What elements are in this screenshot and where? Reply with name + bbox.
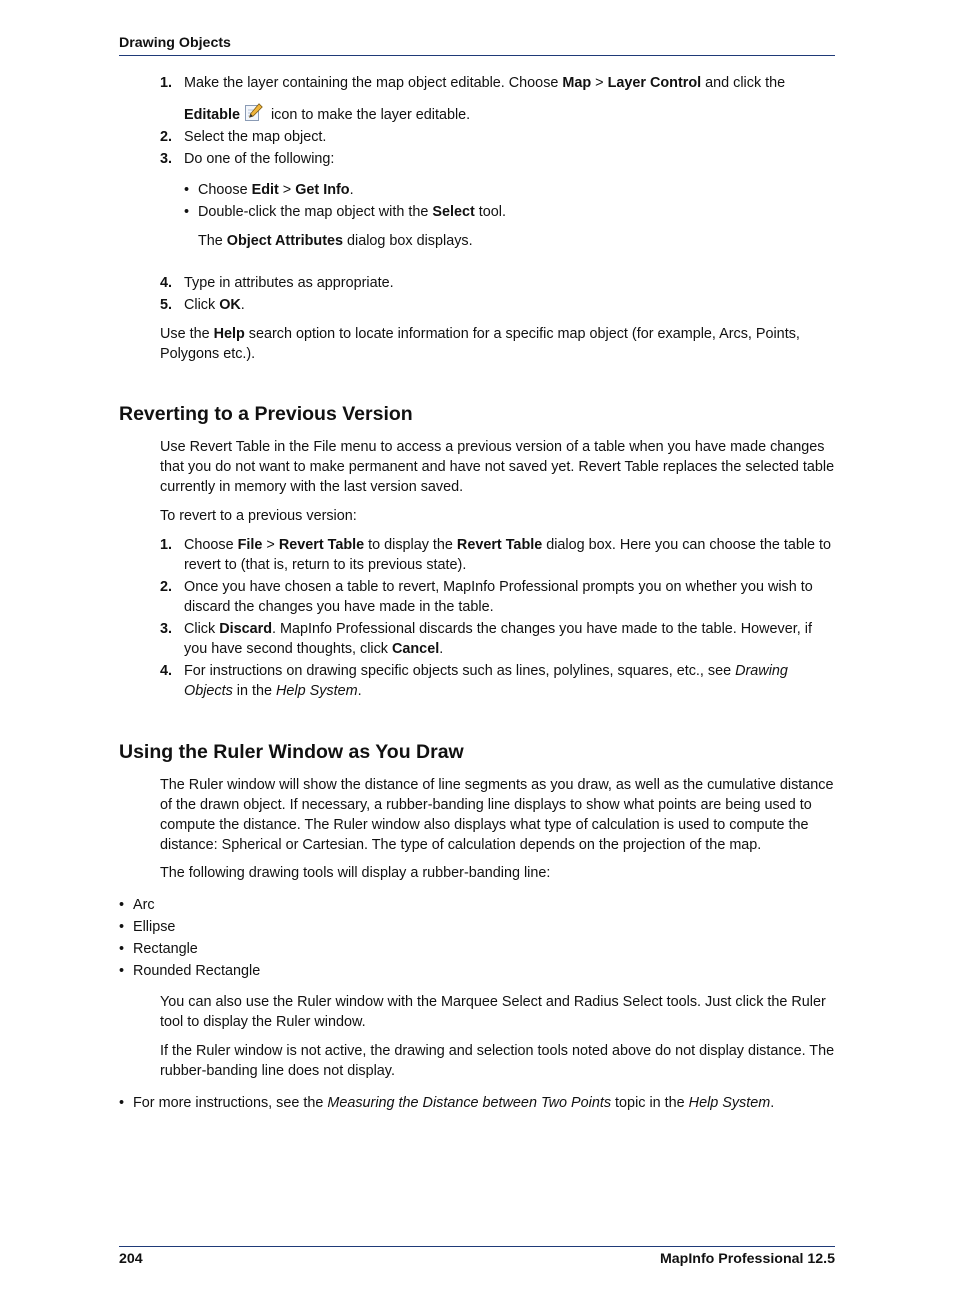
step-3: 3. Click Discard. MapInfo Professional discards the changes you have made to the table. However, if you have second thoughts, click Cancel. — [160, 621, 812, 657]
revert-para-1: Use Revert Table in the File menu to access a previous version of a table when you have made changes that you do not want to make permanent and have not saved yet. Revert Table replaces the selected table currently in memory with the last version saved. — [160, 439, 835, 495]
ruler-para-2: The following drawing tools will display a rubber-banding line: — [160, 865, 551, 881]
running-header — [119, 34, 835, 56]
running-footer — [119, 1246, 835, 1268]
step-3-options — [184, 180, 835, 222]
revert-steps — [119, 535, 835, 701]
step-1: 1. Make the layer containing the map object editable. Choose Map > Layer Control and click the Editable icon to make the layer editable. — [160, 75, 786, 123]
intro-steps — [119, 73, 835, 315]
help-note: Use the Help search option to locate information for a specific map object (for example, Arcs, Points, Polygons etc.). — [160, 326, 800, 362]
list-item: • For more instructions, see the Measuring the Distance between Two Points topic in the Help System. — [119, 1095, 775, 1111]
section-heading-ruler: Using the Ruler Window as You Draw — [119, 741, 464, 763]
list-item: • Choose Edit > Get Info. — [184, 182, 354, 198]
step-2: 2. Once you have chosen a table to revert, MapInfo Professional prompts you on whether you wish to discard the changes you have made in the table. — [160, 579, 813, 615]
more-info-list — [119, 1093, 835, 1113]
header-title: Drawing Objects — [119, 35, 231, 51]
ruler-para-3: You can also use the Ruler window with the Marquee Select and Radius Select tools. Just click the Ruler tool to display the Ruler window. — [160, 994, 826, 1030]
menu-layer-control: Layer Control — [607, 75, 702, 91]
page-number: 204 — [119, 1251, 143, 1267]
menu-map: Map — [562, 75, 592, 91]
drawing-tools-list — [119, 895, 835, 981]
step-1: 1. Choose File > Revert Table to display the Revert Table dialog box. Here you can choose the table to revert to (that is, return to its previous state). — [160, 537, 832, 573]
ruler-para-4: If the Ruler window is not active, the drawing and selection tools noted above do not display distance. The rubber-banding line does not display. — [160, 1043, 835, 1079]
step-2: 2. Select the map object. — [160, 129, 327, 145]
list-item: • Double-click the map object with the Select tool. — [184, 204, 506, 220]
list-item: • Ellipse — [119, 919, 176, 935]
editable-label: Editable — [184, 107, 240, 123]
product-name: MapInfo Professional 12.5 — [659, 1251, 835, 1267]
step-3-note: The Object Attributes dialog box displays. — [198, 233, 473, 249]
list-item: • Arc — [119, 897, 155, 913]
step-number: 1. — [160, 75, 173, 91]
step-4: 4. Type in attributes as appropriate. — [160, 275, 394, 291]
editable-pencil-icon — [244, 103, 263, 122]
revert-para-2: To revert to a previous version: — [160, 508, 357, 524]
section-heading-revert: Reverting to a Previous Version — [119, 403, 413, 425]
page-content — [119, 73, 835, 1113]
step-4: 4. For instructions on drawing specific objects such as lines, polylines, squares, etc., see Drawing Objects in the Help System. — [160, 663, 788, 699]
ruler-para-1: The Ruler window will show the distance of line segments as you draw, as well as the cumulative distance of the drawn object. If necessary, a rubber-banding line displays to show what points are being used to compute the distance. The Ruler window also displays what type of calculation is used to compute the distance: Spherical or Cartesian. The type of calculation depends on the projection of the map. — [160, 777, 834, 853]
step-5: 5. Click OK. — [160, 297, 245, 313]
list-item: • Rectangle — [119, 941, 198, 957]
step-3: 3. Do one of the following: • Choose Edit > Get Info. • Double-click the map object with the Select tool. The Object Attributes dialog box displays. — [119, 149, 835, 251]
list-item: • Rounded Rectangle — [119, 963, 261, 979]
